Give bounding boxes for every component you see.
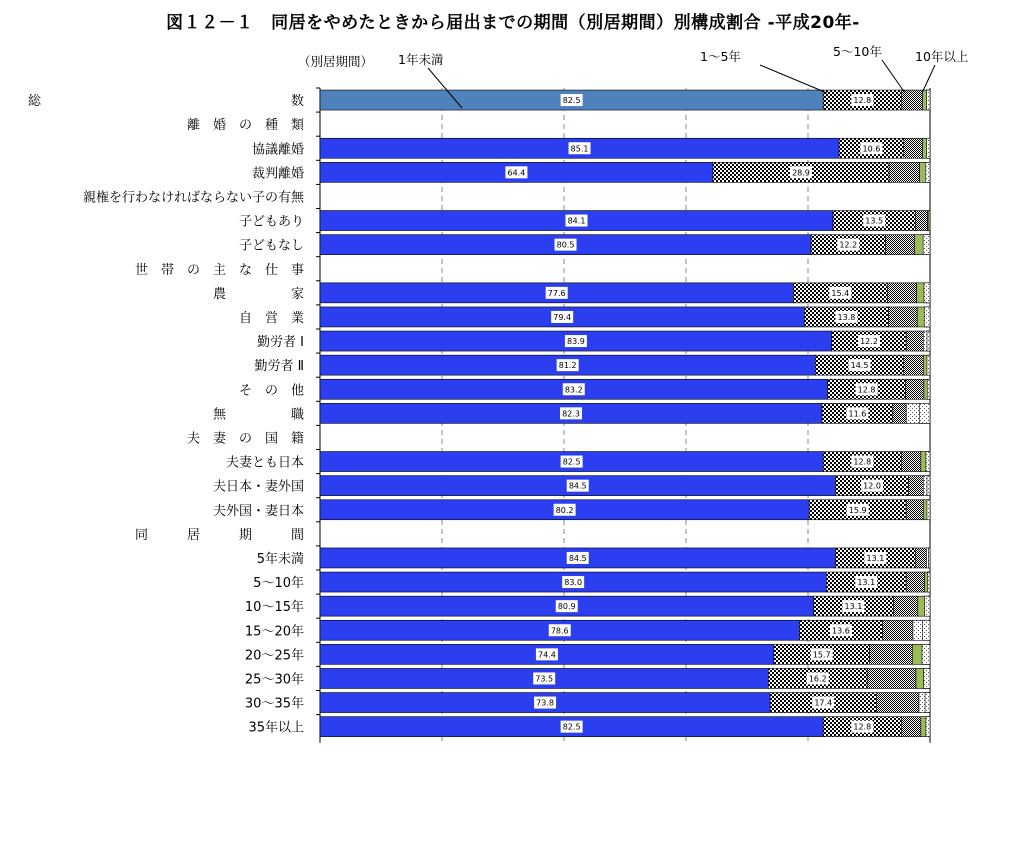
value-label: 15.7 xyxy=(812,650,831,660)
category-label: 勤労者 Ⅱ xyxy=(254,359,304,375)
value-label: 13.5 xyxy=(865,216,884,226)
category-label: 農 家 xyxy=(212,286,304,302)
bar-segment-3 xyxy=(889,162,920,182)
value-label: 82.5 xyxy=(562,96,581,106)
bar-segment-4-dotted xyxy=(929,211,930,231)
bar-segment-3 xyxy=(915,548,926,568)
category-label: 無 職 xyxy=(212,407,304,423)
value-label: 11.6 xyxy=(848,409,867,419)
bar-segment-3 xyxy=(882,620,913,640)
value-label: 12.0 xyxy=(863,481,881,491)
value-label: 84.5 xyxy=(568,553,587,563)
legend-label-2: 1～5年 xyxy=(700,49,741,64)
group-header: 離 婚 の 種 類 xyxy=(186,118,304,134)
bar-segment-3 xyxy=(893,596,917,616)
category-label-total-left: 総 xyxy=(28,94,42,110)
value-label: 84.1 xyxy=(567,216,586,226)
value-label: 82.3 xyxy=(562,409,580,419)
bar-segment-3 xyxy=(906,572,924,592)
bar-segment-4-dotted xyxy=(927,476,930,496)
bar-segment-3 xyxy=(901,717,921,737)
value-label: 83.2 xyxy=(564,385,583,395)
bar-segment-3 xyxy=(889,307,918,327)
bar-segment-4-dotted xyxy=(925,162,930,182)
value-label: 17.4 xyxy=(814,698,833,708)
category-label: 自 営 業 xyxy=(238,310,304,326)
bar-segment-3 xyxy=(906,500,923,520)
value-label: 16.2 xyxy=(808,674,827,684)
category-label: 協議離婚 xyxy=(251,142,304,158)
bar-layer xyxy=(320,90,930,737)
bar-segment-4-dotted xyxy=(922,620,930,640)
value-label: 12.8 xyxy=(857,385,876,395)
bar-segment-4-dotted xyxy=(925,693,930,713)
chart-title: 図１２－１ 同居をやめたときから届出までの期間（別居期間）別構成割合 -平成20年- xyxy=(166,13,860,33)
bar-segment-4-dotted xyxy=(927,138,930,158)
bar-segment-4-dotted xyxy=(927,355,930,375)
value-label: 84.5 xyxy=(568,481,587,491)
bar-segment-4-dotted xyxy=(919,403,930,423)
value-label: 13.8 xyxy=(837,312,856,322)
group-header: 同 居 期 間 xyxy=(134,527,304,543)
value-label: 85.1 xyxy=(570,144,589,154)
value-label: 73.8 xyxy=(536,698,554,708)
legend-leader-line xyxy=(760,65,827,93)
value-label: 13.1 xyxy=(857,578,876,588)
value-label: 13.1 xyxy=(866,553,885,563)
value-label: 82.5 xyxy=(562,457,581,467)
bar-segment-4-dotted xyxy=(927,90,930,110)
value-label: 13.1 xyxy=(844,602,863,612)
value-label: 10.6 xyxy=(862,144,881,154)
bar-segment-4-dotted xyxy=(926,452,930,472)
group-header: 世 帯 の 主 な 仕 事 xyxy=(134,262,304,278)
category-label: 35年以上 xyxy=(248,720,304,736)
label-layer xyxy=(28,93,305,736)
y-axis-caption: （別居期間） xyxy=(298,54,374,69)
value-label: 83.0 xyxy=(564,578,583,588)
bar-segment-3 xyxy=(901,452,921,472)
category-label: 5年未満 xyxy=(256,551,304,567)
value-label: 28.9 xyxy=(792,168,810,178)
category-label: 裁判離婚 xyxy=(251,166,304,182)
value-label: 73.5 xyxy=(535,674,554,684)
bar-segment-4-dotted xyxy=(924,283,930,303)
bar-segment-3 xyxy=(867,668,916,688)
group-header: 夫 妻 の 国 籍 xyxy=(186,431,304,447)
value-label: 14.5 xyxy=(850,361,869,371)
group-header: 親権を行わなければならない子の有無 xyxy=(82,190,304,206)
legend-label-3: 5～10年 xyxy=(833,44,882,59)
value-label: 82.5 xyxy=(562,722,581,732)
category-label: 10～15年 xyxy=(244,600,304,616)
category-label: 5～10年 xyxy=(253,576,304,592)
bar-segment-3 xyxy=(870,644,913,664)
value-label: 78.6 xyxy=(550,626,569,636)
category-label: 15～20年 xyxy=(244,624,304,640)
bar-segment-3 xyxy=(906,379,924,399)
value-label: 12.2 xyxy=(839,240,858,250)
category-label: そ の 他 xyxy=(238,383,304,399)
category-label: 子どもあり xyxy=(238,214,304,230)
bar-segment-3 xyxy=(904,355,924,375)
value-label: 79.4 xyxy=(553,312,572,322)
value-label: 12.8 xyxy=(853,96,872,106)
bar-segment-4-dotted xyxy=(928,548,930,568)
bar-segment-3 xyxy=(876,693,919,713)
bar-segment-4-dotted xyxy=(925,596,930,616)
category-label: 夫外国・妻日本 xyxy=(212,503,304,519)
bar-segment-4-dotted xyxy=(924,307,930,327)
bar-segment-3 xyxy=(887,283,916,303)
value-label: 13.6 xyxy=(832,626,850,636)
legend-label-1: 1年未満 xyxy=(398,52,444,67)
bar-segment-4-dotted xyxy=(927,500,930,520)
bar-segment-4-dotted xyxy=(928,572,930,592)
value-label: 83.9 xyxy=(566,337,585,347)
value-label: 15.4 xyxy=(831,288,850,298)
category-label: 子どもなし xyxy=(238,238,304,254)
bar-segment-3 xyxy=(893,403,906,423)
category-label: 30～35年 xyxy=(244,696,304,712)
value-label: 12.8 xyxy=(853,722,872,732)
bar-segment-4-dotted xyxy=(922,644,930,664)
bar-segment-4-dotted xyxy=(924,668,930,688)
bar-segment-4-dotted xyxy=(926,717,930,737)
bar-segment-3 xyxy=(915,211,927,231)
bar-segment-4-dotted xyxy=(927,379,930,399)
category-label-total-right: 数 xyxy=(290,94,304,110)
value-label: 15.9 xyxy=(848,505,867,515)
legend-label-4: 10年以上 xyxy=(915,49,969,64)
value-label: 77.6 xyxy=(547,288,566,298)
bar-segment-3 xyxy=(904,138,923,158)
value-label: 12.8 xyxy=(853,457,872,467)
bar-segment-3 xyxy=(909,476,924,496)
value-label: 80.5 xyxy=(556,240,575,250)
legend-leader-line xyxy=(882,60,905,93)
bar-segment-3 xyxy=(885,235,914,255)
legend-leader-line xyxy=(922,65,935,93)
value-label: 74.4 xyxy=(538,650,556,660)
category-label: 20～25年 xyxy=(244,648,304,664)
value-label: 12.2 xyxy=(860,337,878,347)
value-label: 81.2 xyxy=(558,361,577,371)
category-label: 夫日本・妻外国 xyxy=(212,479,304,495)
value-label: 80.2 xyxy=(555,505,574,515)
category-label: 25～30年 xyxy=(244,672,304,688)
bar-segment-4-dotted xyxy=(923,235,930,255)
bar-segment-4-dotted xyxy=(927,331,930,351)
value-label: 80.9 xyxy=(557,602,576,612)
category-label: 夫妻とも日本 xyxy=(225,455,304,471)
bar-segment-3 xyxy=(906,331,923,351)
value-label: 64.4 xyxy=(507,168,526,178)
category-label: 勤労者 Ⅰ xyxy=(257,335,304,351)
